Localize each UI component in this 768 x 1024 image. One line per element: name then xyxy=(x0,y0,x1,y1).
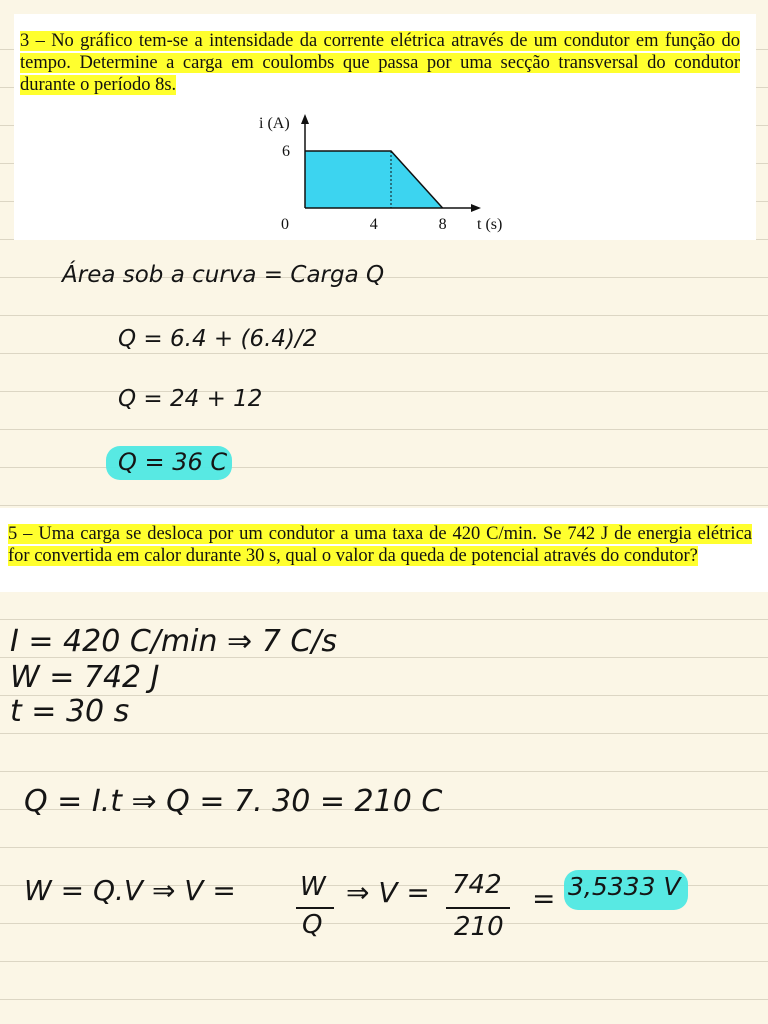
solution-3-line-3: Q = 24 + 12 xyxy=(118,386,263,412)
fraction-1-denominator: Q xyxy=(302,910,323,940)
given-current: I = 420 C/min ⇒ 7 C/s xyxy=(10,624,337,659)
current-time-chart xyxy=(255,108,515,236)
chart-x-arrow xyxy=(471,204,481,212)
fraction-1-bar xyxy=(296,907,334,909)
fraction-2-denominator: 210 xyxy=(454,912,504,942)
voltage-arrow: ⇒ V = xyxy=(346,876,430,909)
voltage-equation-lhs: W = Q.V ⇒ V = xyxy=(24,874,236,907)
chart-y-tick-label: 6 xyxy=(282,143,290,160)
charge-equation: Q = I.t ⇒ Q = 7. 30 = 210 C xyxy=(24,784,443,819)
chart-x-tick-label: 8 xyxy=(438,216,447,233)
chart-y-axis-label: i (A) xyxy=(259,115,290,132)
fraction-1-numerator: W xyxy=(300,872,326,902)
final-equals: = xyxy=(532,882,556,915)
problem-5-text: 5 – Uma carga se desloca por um condutor a uma taxa de 420 C/min. Se 742 J de energia elétrica for convertida em calor durante 30 s, qual o valor da queda de potencial através do condutor? xyxy=(8,524,752,566)
chart-area-fill xyxy=(305,151,443,208)
solution-3-answer: Q = 36 C xyxy=(118,448,228,476)
chart-x-axis-label: t (s) xyxy=(477,216,503,233)
chart-x-tick-label: 0 xyxy=(281,216,289,233)
problem-3-text: 3 – No gráfico tem-se a intensidade da corrente elétrica através de um condutor em função do tempo. Determine a carga em coulombs que passa por uma secção transversal do condutor durante o período 8s. xyxy=(20,31,740,95)
solution-3-line-1: Área sob a curva = Carga Q xyxy=(62,262,385,288)
fraction-2-bar xyxy=(446,907,510,909)
given-energy: W = 742 J xyxy=(10,660,160,695)
final-answer: 3,5333 V xyxy=(568,872,681,901)
given-time: t = 30 s xyxy=(10,694,130,729)
solution-3-line-2: Q = 6.4 + (6.4)/2 xyxy=(118,326,318,352)
chart-x-tick-label: 4 xyxy=(369,216,378,233)
fraction-2-numerator: 742 xyxy=(452,870,502,900)
chart-y-arrow xyxy=(301,114,309,124)
